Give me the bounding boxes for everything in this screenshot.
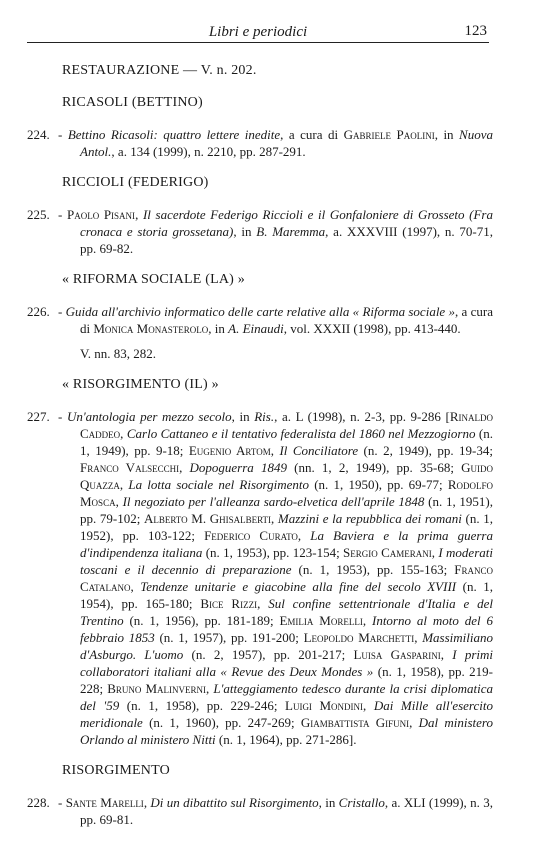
running-title: Libri e periodici xyxy=(208,24,308,40)
entry-text: - Guida all'archivio informatico delle carte relative alla « Riforma sociale », a cura di Monica Monasterolo, in A. Einaudi, vol. XXXII (1998), pp. 413-440. xyxy=(58,304,493,336)
page-number: 123 xyxy=(464,23,487,39)
entry-text: - Un'antologia per mezzo secolo, in Ris., a. L (1998), n. 2-3, pp. 9-286 [Rinaldo Caddeo, Carlo Cattaneo e il tentativo federalista del 1860 nel Mezzogiorno (n. 1, 1949), pp. 9-18; Eugenio Artom, Il Conciliatore (n. 2, 1949), pp. 19-34; Franco Valsecchi, Dopoguerra 1849 (nn. 1, 2, 1949), pp. 35-68; Guido Quazza, La lotta sociale nel Risorgimento (n. 1, 1950), pp. 69-77; Rodolfo Mosca, Il negoziato per l'alleanza sardo-elvetica dell'aprile 1848 (n. 1, 1951), pp. 79-102; Alberto M. Ghisalberti, Mazzini e la repubblica dei romani (n. 1, 1952), pp. 103-122; Federico Curato, La Baviera e la prima guerra d'indipendenza italiana (n. 1, 1953), pp. 123-154; Sergio Camerani, I moderati toscani e il decennio di preparazione (n. 1, 1953), pp. 155-163; Franco Catalano, Tendenze unitarie e giacobine alla fine del secolo XVIII (n. 1, 1954), pp. 165-180; Bice Rizzi, Sul confine settentrionale d'Italia e del Trentino (n. 1, 1956), pp. 181-189; Emilia Morelli, Intorno al moto del 6 febbraio 1853 (n. 1, 1957), pp. 191-200; Leopoldo Marchetti, Massimiliano d'Asburgo. L'uomo (n. 2, 1957), pp. 201-217; Luisa Gasparini, I primi collaboratori italiani alla « Revue des Deux Mondes » (n. 1, 1958), pp. 219-228; Bruno Malinverni, L'atteggiamento tedesco durante la crisi diplomatica del '59 (n. 1, 1958), pp. 229-246; Luigi Mondini, Dai Mille all'esercito meridionale (n. 1, 1960), pp. 247-269; Giambattista Gifuni, Dal ministero Orlando al ministero Nitti (n. 1, 1964), pp. 271-286]. xyxy=(58,409,494,747)
section-heading: « RISORGIMENTO (IL) » xyxy=(62,377,219,392)
bibliography-entry xyxy=(27,408,493,748)
entry-number: 228. xyxy=(27,795,50,810)
section-ricasoli xyxy=(27,94,493,160)
entry-text: - Paolo Pisani, Il sacerdote Federigo Riccioli e il Gonfaloniere di Grosseto (Fra cronaca e storia grossetana), in B. Maremma, a. XXXVIII (1997), n. 70-71, pp. 69-82. xyxy=(58,207,493,256)
bibliography-entry xyxy=(27,126,493,160)
entry-number: 226. xyxy=(27,304,50,319)
section-risorgimento xyxy=(27,762,493,828)
section-heading: RICCIOLI (FEDERIGO) xyxy=(62,175,209,190)
running-header xyxy=(27,22,489,43)
cross-reference: V. nn. 83, 282. xyxy=(80,346,156,361)
section-restaurazione xyxy=(27,62,493,80)
entry-number: 225. xyxy=(27,207,50,222)
section-il-risorgimento xyxy=(27,376,493,748)
bibliography-entry xyxy=(27,794,493,828)
bibliography-entry xyxy=(27,303,493,362)
entry-text: - Bettino Ricasoli: quattro lettere inedite, a cura di Gabriele Paolini, in Nuova Antol., a. 134 (1999), n. 2210, pp. 287-291. xyxy=(58,127,493,159)
section-riccioli xyxy=(27,174,493,257)
section-heading: RICASOLI (BETTINO) xyxy=(62,95,203,110)
section-riforma-sociale xyxy=(27,271,493,362)
bibliography-entry xyxy=(27,206,493,257)
section-heading: RISORGIMENTO xyxy=(62,763,170,778)
entry-number: 227. xyxy=(27,409,50,424)
section-heading: RESTAURAZIONE — V. n. 202. xyxy=(62,63,257,78)
section-heading: « RIFORMA SOCIALE (LA) » xyxy=(62,272,245,287)
entry-text: - Sante Marelli, Di un dibattito sul Risorgimento, in Cristallo, a. XLI (1999), n. 3, pp. 69-81. xyxy=(58,795,493,827)
entry-number: 224. xyxy=(27,127,50,142)
bibliography-content xyxy=(27,62,493,842)
